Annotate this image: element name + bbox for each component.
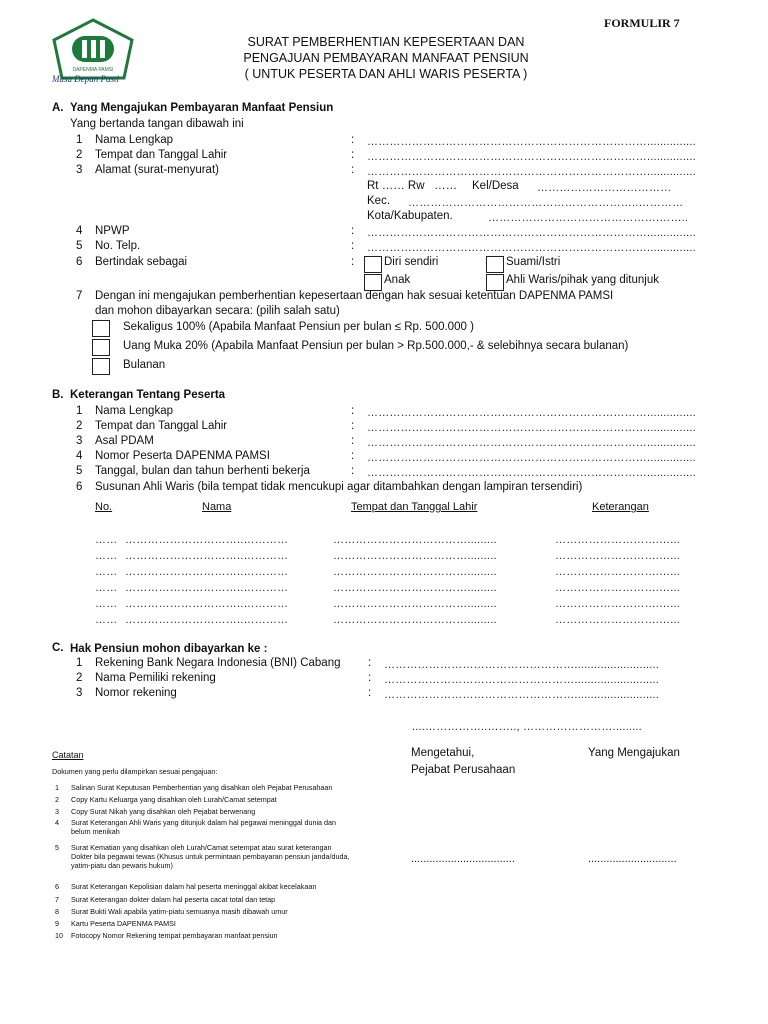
table-row[interactable]: ………………………………......... (333, 550, 497, 562)
a-item-7-text: Dengan ini mengajukan pemberhentian kepesertaan dengan hak sesuai ketentuan DAPENMA PAMSI (95, 290, 614, 302)
role-anak-checkbox[interactable] (364, 274, 382, 291)
note-item-text: Surat Keterangan Kepolisian dalam hal peserta meninggal akibat kecelakaan (71, 882, 317, 891)
signature-left-title: Mengetahui, (411, 747, 475, 759)
a-field-5-label: No. Telp. (95, 240, 141, 252)
note-item-text: Surat Keterangan dokter dalam hal peserta cacat total dan tetap (71, 895, 276, 904)
heirs-header-nama: Nama (202, 501, 232, 513)
b-field-2-label: Tempat dan Tanggal Lahir (95, 420, 228, 432)
note-item-text: Surat Bukti Wali apabila yatim-piatu semuanya masih dibawah umur (71, 907, 288, 916)
b-field-1-num: 1 (76, 405, 83, 417)
logo-tagline: Masa Depan Pasti (52, 74, 119, 84)
option-sekaligus-label: Sekaligus 100% (Apabila Manfaat Pensiun per bulan ≤ Rp. 500.000 ) (123, 321, 474, 333)
colon: : (351, 435, 355, 447)
colon: : (368, 657, 372, 669)
role-suami-istri-label: Suami/Istri (506, 256, 561, 268)
note-item-number: 6 (55, 882, 59, 891)
logo-brand-text: DAPENMA PAMSI (72, 67, 114, 73)
option-uang-muka-checkbox[interactable] (92, 339, 110, 356)
note-item-text: Copy Surat Nikah yang disahkan oleh Pejabat berwenang (71, 807, 256, 816)
section-a-heading: Yang Mengajukan Pembayaran Manfaat Pensiun (70, 102, 334, 114)
colon: : (351, 164, 355, 176)
option-sekaligus-checkbox[interactable] (92, 320, 110, 337)
table-row[interactable]: …………………………..………… (125, 598, 289, 610)
title-line-2: PENGAJUAN PEMBAYARAN MANFAAT PENSIUN (243, 51, 529, 65)
table-row[interactable]: …… (95, 582, 118, 594)
role-anak-label: Anak (384, 274, 411, 286)
table-row[interactable]: …… (95, 534, 118, 546)
note-item-text: Surat Kematian yang disahkan oleh Lurah/Camat setempat atau surat keterangan (71, 843, 332, 852)
a-telp-field[interactable]: …………………………………………………………………............... (367, 242, 696, 254)
signature-right-title: Yang Mengajukan (588, 747, 680, 759)
section-a-intro: Yang bertanda tangan dibawah ini (70, 118, 244, 130)
option-uang-muka-label: Uang Muka 20% (Apabila Manfaat Pensiun per bulan > Rp.500.000,- & selebihnya secara bulanan) (123, 340, 629, 352)
note-item-text: Salinan Surat Keputusan Pemberhentian yang disahkan oleh Pejabat Perusahaan (71, 783, 333, 792)
c-bank-cabang-field[interactable]: …………………………………………….......................... (384, 659, 660, 671)
heirs-header-no: No. (95, 501, 113, 513)
colon: : (368, 672, 372, 684)
colon: : (351, 225, 355, 237)
table-row[interactable]: ………………………………......... (333, 582, 497, 594)
a-npwp-field[interactable]: …………………………………………………………………............... (367, 227, 696, 239)
addr-rt-label: Rt …… Rw …… (367, 180, 458, 192)
place-date-field[interactable]: ....……………..…….., ……………………......... (412, 721, 642, 733)
table-row[interactable]: …… (95, 566, 118, 578)
note-item-text: yatim-piatu dan pewaris hukum) (71, 861, 173, 870)
note-item-number: 3 (55, 807, 59, 816)
title-line-1: SURAT PEMBERHENTIAN KEPESERTAAN DAN (247, 35, 525, 49)
note-item-number: 8 (55, 907, 59, 916)
b-item-6-num: 6 (76, 481, 83, 493)
notes-subtitle: Dokumen yang perlu dilampirkan sesuai pengajuan: (52, 767, 218, 776)
note-item-number: 4 (55, 818, 59, 827)
a-field-1-label: Nama Lengkap (95, 134, 173, 146)
c-field-3-label: Nomor rekening (95, 687, 177, 699)
c-field-2-num: 2 (76, 672, 83, 684)
colon: : (351, 405, 355, 417)
a-field-2-num: 2 (76, 149, 83, 161)
b-field-5-label: Tanggal, bulan dan tahun berhenti bekerja (95, 465, 310, 477)
table-row[interactable]: ………………………………......... (333, 598, 497, 610)
table-row[interactable]: ………………………………......... (333, 614, 497, 626)
signature-left-subtitle: Pejabat Perusahaan (411, 764, 516, 776)
section-b-heading: Keterangan Tentang Peserta (70, 389, 226, 401)
b-field-4-label: Nomor Peserta DAPENMA PAMSI (95, 450, 270, 462)
addr-kota-label: Kota/Kabupaten. (367, 210, 453, 222)
colon: : (351, 465, 355, 477)
table-row[interactable]: ………………………………......... (333, 566, 497, 578)
colon: : (351, 134, 355, 146)
b-field-1-label: Nama Lengkap (95, 405, 173, 417)
a-field-4-label: NPWP (95, 225, 130, 237)
a-field-5-num: 5 (76, 240, 83, 252)
table-row[interactable]: ………………………………......... (333, 534, 497, 546)
role-ahli-waris-checkbox[interactable] (486, 274, 504, 291)
a-field-4-num: 4 (76, 225, 83, 237)
note-item-number: 5 (55, 843, 59, 852)
table-row[interactable]: ……………………….…... (555, 550, 681, 562)
c-field-1-num: 1 (76, 657, 83, 669)
a-alamat-field[interactable]: …………………………………………………………………............... (367, 166, 696, 178)
b-pdam-field[interactable]: …………………………………………………………………............... (367, 437, 696, 449)
a-ttl-field[interactable]: …………………………………………………………………............... (367, 151, 696, 163)
table-row[interactable]: …………………………..………… (125, 566, 289, 578)
a-nama-field[interactable]: …………………………………………………………………............... (367, 136, 696, 148)
table-row[interactable]: …… (95, 614, 118, 626)
b-ttl-field[interactable]: …………………………………………………………………............... (367, 422, 696, 434)
colon: : (351, 256, 355, 268)
title-line-3: ( UNTUK PESERTA DAN AHLI WARIS PESERTA ) (244, 67, 528, 81)
section-a-letter: A. (52, 102, 64, 114)
addr-kec-label: Kec. (367, 195, 391, 207)
option-bulanan-checkbox[interactable] (92, 358, 110, 375)
note-item-text: Dokter bila pegawai tewas (Khusus untuk permintaan pembayaran pensiun janda/duda, (71, 852, 350, 861)
section-c-heading: Hak Pensiun mohon dibayarkan ke : (70, 643, 268, 655)
b-field-3-num: 3 (76, 435, 83, 447)
c-nomor-rekening-field[interactable]: …………………………………………….......................... (384, 689, 660, 701)
addr-kel-field[interactable]: ……………………………… (537, 182, 672, 194)
c-field-2-label: Nama Pemiliki rekening (95, 672, 216, 684)
colon: : (351, 420, 355, 432)
note-item-text: Fotocopy Nomor Rekening tempat pembayaran manfaat pensiun (71, 931, 278, 940)
b-nomor-peserta-field[interactable]: …………………………………………………………………............... (367, 452, 696, 464)
c-pemilik-rekening-field[interactable]: …………………………………………….......................... (384, 674, 660, 686)
colon: : (351, 450, 355, 462)
note-item-number: 10 (55, 931, 63, 940)
option-bulanan-label: Bulanan (123, 359, 166, 371)
colon: : (351, 149, 355, 161)
role-suami-istri-checkbox[interactable] (486, 256, 504, 273)
colon: : (351, 240, 355, 252)
role-diri-sendiri-checkbox[interactable] (364, 256, 382, 273)
signature-right-line[interactable]: ............................. (588, 853, 677, 865)
a-field-6-label: Bertindak sebagai (95, 256, 188, 268)
b-item-6-text: Susunan Ahli Waris (bila tempat tidak mencukupi agar ditambahkan dengan lampiran tersendiri) (95, 481, 583, 493)
heirs-header-keterangan: Keterangan (592, 501, 649, 513)
note-item-number: 1 (55, 783, 59, 792)
c-field-1-label: Rekening Bank Negara Indonesia (BNI) Cabang (95, 657, 341, 669)
note-item-text: Kartu Peserta DAPENMA PAMSI (71, 919, 176, 928)
section-b-letter: B. (52, 389, 64, 401)
table-row[interactable]: …………………………..………… (125, 550, 289, 562)
b-field-4-num: 4 (76, 450, 83, 462)
table-row[interactable]: …………………………..………… (125, 614, 289, 626)
a-field-3-label: Alamat (surat-menyurat) (95, 164, 219, 176)
notes-title: Catatan (52, 750, 84, 760)
table-row[interactable]: …… (95, 598, 118, 610)
b-field-2-num: 2 (76, 420, 83, 432)
table-row[interactable]: …………………………..………… (125, 582, 289, 594)
a-field-1-num: 1 (76, 134, 83, 146)
signature-left-line[interactable]: .................................. (411, 853, 515, 865)
heirs-header-ttl: Tempat dan Tanggal Lahir (351, 501, 478, 513)
note-item-text: Copy Kartu Keluarga yang disahkan oleh Lurah/Camat setempat (71, 795, 277, 804)
colon: : (368, 687, 372, 699)
table-row[interactable]: …… (95, 550, 118, 562)
a-field-3-num: 3 (76, 164, 83, 176)
b-field-3-label: Asal PDAM (95, 435, 154, 447)
a-item-7-text-2: dan mohon dibayarkan secara: (pilih salah satu) (95, 305, 340, 317)
table-row[interactable]: ……………………….…... (555, 614, 681, 626)
table-row[interactable]: …………………………..………… (125, 534, 289, 546)
b-nama-field[interactable]: …………………………………………………………………............... (367, 407, 696, 419)
table-row[interactable]: ……………………….…... (555, 566, 681, 578)
note-item-number: 2 (55, 795, 59, 804)
note-item-text: belum menikah (71, 827, 120, 836)
section-c-letter: C. (52, 642, 64, 654)
a-field-2-label: Tempat dan Tanggal Lahir (95, 149, 228, 161)
addr-kota-field[interactable]: ……………………………………….…….. (488, 212, 689, 224)
b-tanggal-berhenti-field[interactable]: …………………………………………………………………............... (367, 467, 696, 479)
form-number: FORMULIR 7 (604, 16, 680, 30)
form-title (212, 34, 560, 82)
role-diri-sendiri-label: Diri sendiri (384, 256, 439, 268)
a-item-7-num: 7 (76, 290, 83, 302)
c-field-3-num: 3 (76, 687, 83, 699)
note-item-number: 7 (55, 895, 59, 904)
a-field-6-num: 6 (76, 256, 83, 268)
note-item-number: 9 (55, 919, 59, 928)
table-row[interactable]: ……………………….…... (555, 534, 681, 546)
table-row[interactable]: ……………………….…... (555, 582, 681, 594)
role-ahli-waris-label: Ahli Waris/pihak yang ditunjuk (506, 274, 659, 286)
b-field-5-num: 5 (76, 465, 83, 477)
note-item-text: Surat Keterangan Ahli Waris yang ditunjuk dalam hal pegawai meninggal dunia dan (71, 818, 337, 827)
table-row[interactable]: ……………………….…... (555, 598, 681, 610)
addr-kel-label: Kel/Desa (472, 180, 519, 192)
addr-kec-field[interactable]: ……………………………………………………..………… (408, 197, 684, 209)
